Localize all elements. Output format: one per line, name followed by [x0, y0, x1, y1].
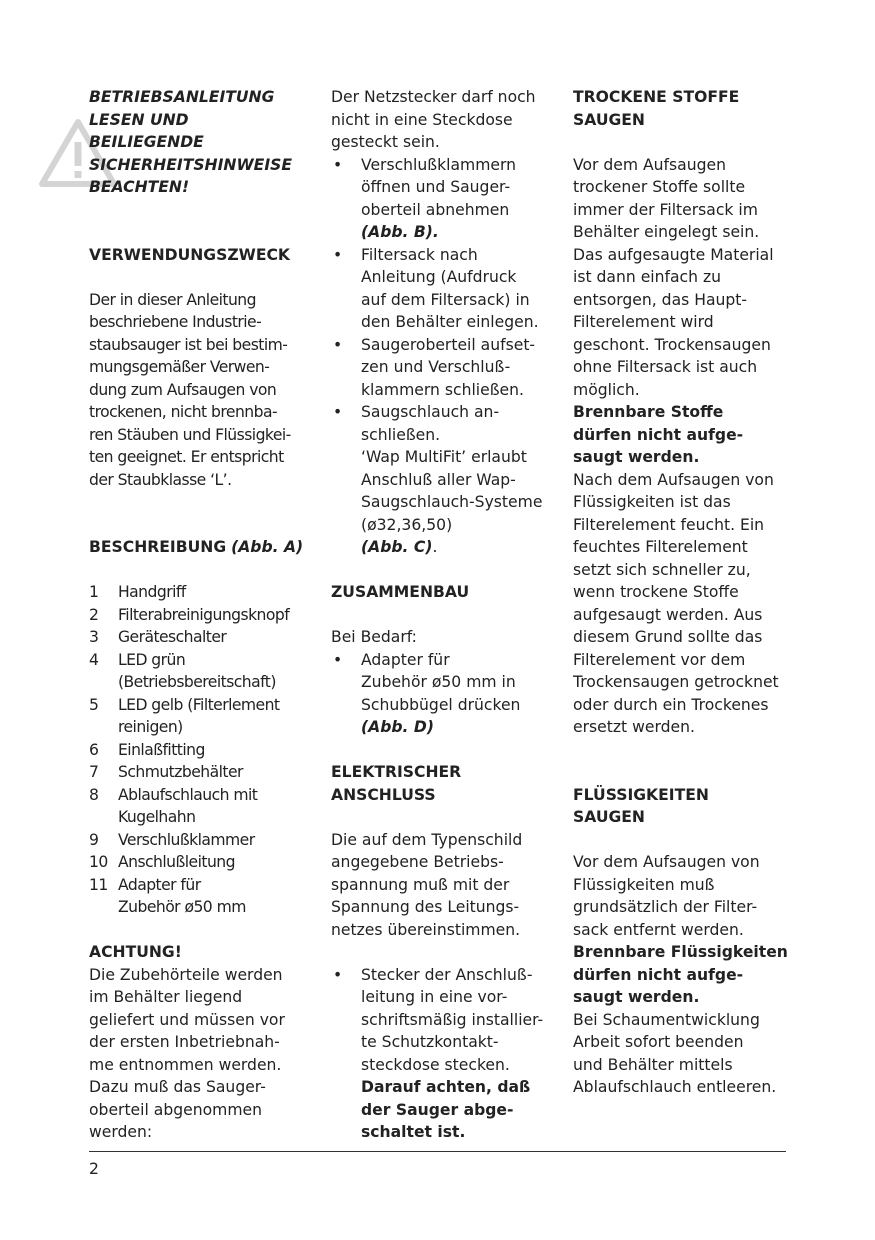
text-line: oder durch ein Trockenes [573, 695, 769, 714]
text-line: grundsätzlich der Filter- [573, 898, 758, 916]
section-heading-achtung: ACHTUNG! [89, 943, 182, 961]
text-line: Filterelement vor dem [573, 650, 746, 669]
text-line: Der in dieser Anleitung [89, 290, 256, 309]
bold-warning: dürfen nicht aufge- [573, 425, 744, 444]
text-line: Filterelement wird [573, 313, 714, 331]
anschluss-list [331, 964, 556, 1144]
bold-warning: Brennbare Flüssigkeiten [573, 943, 788, 961]
text-line: sack entfernt werden. [573, 920, 744, 939]
text-line: ren Stäuben und Flüssigkei- [89, 425, 291, 444]
text-line: beschriebene Industrie- [89, 313, 262, 331]
text-line: Arbeit sofort beenden [573, 1033, 744, 1051]
section-heading-verwendungszweck: VERWENDUNGSZWECK [89, 245, 291, 264]
text-line: Flüssigkeiten muß [573, 875, 715, 894]
text-line: mungsgemäßer Verwen- [89, 358, 270, 376]
text-line: Die Zubehörteile werden [89, 965, 283, 984]
text-line: aufgesaugt werden. Aus [573, 605, 763, 624]
list-item: 9 Verschlußklammer [89, 830, 255, 849]
text-line: Vor dem Aufsaugen [573, 155, 726, 174]
text-line: geliefert und müssen vor [89, 1010, 285, 1029]
bold-warning: saugt werden. [573, 448, 700, 466]
text-line: gesteckt sein. [331, 133, 440, 151]
text-line: spannung muß mit der [331, 875, 510, 894]
text-line: Trockensaugen getrocknet [573, 673, 779, 691]
text-line: im Behälter liegend [89, 988, 243, 1006]
text-line: ten geeignet. Er entspricht [89, 448, 284, 466]
bold-warning: der Sauger abge- [361, 1100, 514, 1119]
text-line: Der Netzstecker darf noch [331, 88, 536, 106]
section-heading-beschreibung [89, 536, 311, 559]
text-line: werden: [89, 1123, 153, 1141]
bold-warning: schaltet ist. [361, 1123, 466, 1141]
text-line: Ablaufschlauch entleeren. [573, 1078, 777, 1096]
text-line: ohne Filtersack ist auch [573, 358, 758, 376]
footer-divider [89, 1151, 786, 1152]
section-heading-elektrischer-anschluss: ELEKTRISCHER ANSCHLUSS [331, 763, 462, 804]
list-item: 2 Filterabreinigungsknopf [89, 605, 290, 624]
text-line: Flüssigkeiten ist das [573, 493, 731, 511]
text-line: netzes übereinstimmen. [331, 920, 521, 939]
figure-reference: (Abb. B). [361, 223, 439, 241]
assembly-steps-list [331, 154, 556, 559]
warning-line: BEACHTEN! [89, 178, 190, 196]
text-line: und Behälter mittels [573, 1055, 733, 1074]
text-line: nicht in eine Steckdose [331, 110, 513, 129]
achtung-text [89, 964, 311, 1144]
text-line: der Staubklasse ‘L’. [89, 470, 232, 489]
elektrischer-anschluss-text [331, 829, 556, 942]
text-line: Bei Bedarf: [331, 628, 417, 646]
text-line: der ersten Inbetriebnah- [89, 1033, 280, 1051]
text-line: Vor dem Aufsaugen von [573, 853, 760, 871]
text-line: geschont. Trockensaugen [573, 335, 771, 354]
text-line: Bei Schaumentwicklung [573, 1010, 760, 1029]
text-line: ersetzt werden. [573, 718, 695, 736]
text-line: dung zum Aufsaugen von [89, 380, 277, 399]
text-line: immer der Filtersack im [573, 200, 758, 219]
text-line: Behälter eingelegt sein. [573, 223, 760, 241]
list-item: 10 Anschlußleitung [89, 853, 235, 871]
text-line: setzt sich schneller zu, [573, 560, 751, 579]
parts-list [89, 581, 311, 919]
section-heading-zusammenbau: ZUSAMMENBAU [331, 583, 470, 601]
bold-warning: dürfen nicht aufge- [573, 965, 744, 984]
figure-reference: (Abb. D) [361, 718, 434, 736]
text-line: feuchtes Filterelement [573, 538, 748, 556]
section-heading-fluessigkeiten: FLÜSSIGKEITEN SAUGEN [573, 785, 709, 826]
text-line: me entnommen werden. [89, 1055, 282, 1074]
warning-line: SICHERHEITSHINWEISE [89, 155, 293, 174]
text-line: entsorgen, das Haupt- [573, 290, 748, 309]
column-1 [89, 86, 311, 1144]
warning-line: BETRIEBSANLEITUNG [89, 88, 275, 106]
text-line: möglich. [573, 380, 640, 399]
list-item: 4 LED grün (Betriebsbereitschaft) [89, 650, 276, 691]
text-line: Dazu muß das Sauger- [89, 1078, 266, 1096]
heading-text: BESCHREIBUNG [89, 538, 227, 556]
bold-warning: Brennbare Stoffe [573, 403, 724, 421]
list-item: 1 Handgriff [89, 583, 186, 601]
text-line: Spannung des Leitungs- [331, 898, 520, 916]
column-3 [573, 86, 793, 1099]
figure-reference: (Abb. C) [361, 538, 433, 556]
page-number: 2 [89, 1160, 99, 1178]
intro-text [331, 86, 556, 154]
zusammenbau-list [331, 649, 556, 739]
text-line: trockener Stoffe sollte [573, 178, 746, 196]
warning-line: LESEN UND [89, 110, 189, 129]
text-line: diesem Grund sollte das [573, 628, 763, 646]
verwendungszweck-text [89, 289, 311, 492]
text-line: wenn trockene Stoffe [573, 583, 739, 601]
section-heading-trockene-stoffe: TROCKENE STOFFE SAUGEN [573, 88, 740, 129]
text-line: angegebene Betriebs- [331, 853, 504, 871]
column-2 [331, 86, 556, 1144]
list-item: • Saugschlauch an- schließen. ‘Wap MultiFit’ erlaubt Anschluß aller Wap- Saugschlauch-Systeme (ø32,36,50) (Abb. C). [331, 401, 556, 559]
warning-block [89, 86, 311, 199]
text-line: Nach dem Aufsaugen von [573, 470, 774, 489]
text-line: Die auf dem Typenschild [331, 830, 523, 849]
list-item: 6 Einlaßfitting [89, 740, 205, 759]
list-item: 8 Ablaufschlauch mit Kugelhahn [89, 785, 258, 826]
warning-line: BEILIEGENDE [89, 133, 204, 151]
text-line: oberteil abgenommen [89, 1100, 263, 1119]
text-line: Filterelement feucht. Ein [573, 515, 765, 534]
figure-reference: (Abb. A) [231, 538, 304, 556]
trockene-stoffe-text [573, 154, 793, 739]
list-item: • Filtersack nach Anleitung (Aufdruck auf dem Filtersack) in den Behälter einlegen. [331, 244, 556, 334]
list-item: • Verschlußklammern öffnen und Sauger- oberteil abnehmen (Abb. B). [331, 154, 556, 244]
list-item: • Saugeroberteil aufset- zen und Verschluß- klammern schließen. [331, 334, 556, 402]
bold-warning: saugt werden. [573, 988, 700, 1006]
list-item: • Stecker der Anschluß- leitung in eine vor- schriftsmäßig installier- te Schutzkontakt- steckdose stecken. Darauf achten, daß der Sauger abge- schaltet ist. [331, 964, 556, 1144]
text-line: staubsauger ist bei bestim- [89, 335, 288, 354]
list-item: 11 Adapter für Zubehör ø50 mm [89, 875, 246, 916]
text-line: trockenen, nicht brennba- [89, 403, 278, 421]
list-item: 3 Geräteschalter [89, 628, 227, 646]
fluessigkeiten-text [573, 851, 793, 1099]
list-item: 7 Schmutzbehälter [89, 763, 243, 781]
list-item: 5 LED gelb (Filterlement reinigen) [89, 695, 280, 736]
text-line: Das aufgesaugte Material [573, 245, 774, 264]
bold-warning: Darauf achten, daß [361, 1078, 531, 1096]
list-item: • Adapter für Zubehör ø50 mm in Schubbügel drücken (Abb. D) [331, 649, 556, 739]
text-line: ist dann einfach zu [573, 268, 722, 286]
